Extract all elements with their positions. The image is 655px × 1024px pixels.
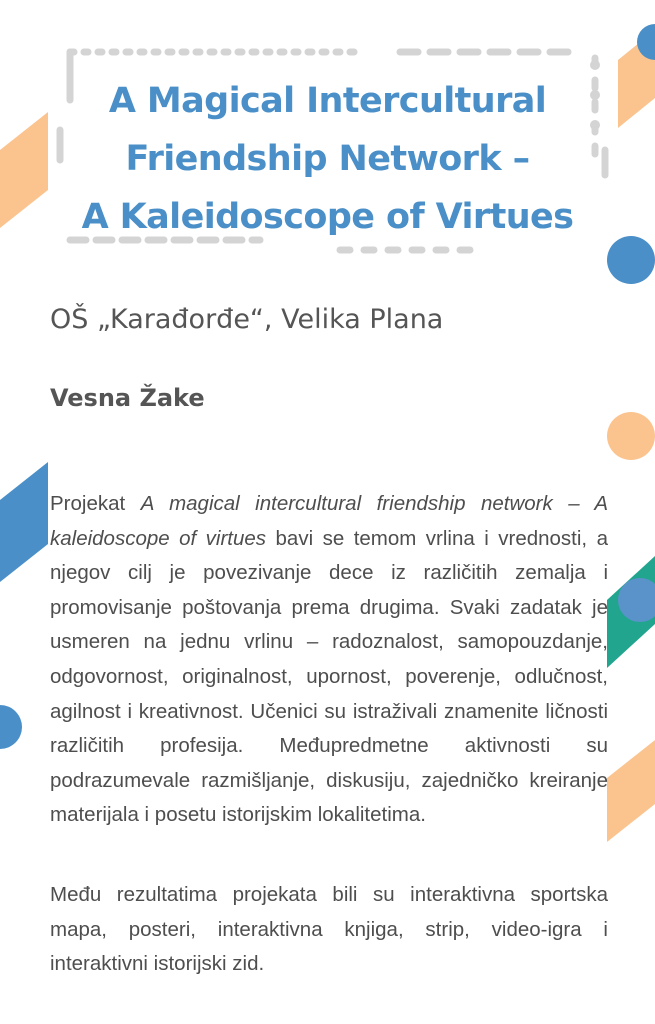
author-name: Vesna Žake [50,384,205,412]
project-name: A magical intercultural friendship network – A kaleidoscope of virtues [50,492,609,550]
description-paragraph [50,487,608,833]
title-line-2: Friendship Network – [125,139,530,179]
title-line-1: A Magical Intercultural [108,81,547,121]
page-title [0,72,655,246]
paragraph-body: bavi se temom vrlina i vrednosti, a njegov cilj je povezivanje dece iz različitih zemalja i promovisanje poštovanja prema drugima. Svaki zadatak je usmeren na jednu vrlinu – radoznalost, samopouzdanje, odgovornost, originalnost, upornost, poverenje, odlučnost, agilnost i kreativnost. Učenici su istraživali znamenite ličnosti različitih profesija. Međupredmetne aktivnosti su podrazumevale razmišljanje, diskusiju, zajedničko kreiranje materijala i posetu istorijskim lokalitetima. [50,526,608,827]
title-line-3: A Kaleidoscope of Virtues [81,197,574,237]
results-paragraph: Među rezultatima projekata bili su interaktivna sportska mapa, posteri, interaktivna knjiga, strip, video-igra i interaktivni istorijski zid. [50,883,608,976]
paragraph-intro: Projekat [50,492,141,515]
school-name: OŠ „Karađorđe“, Velika Plana [50,304,444,335]
